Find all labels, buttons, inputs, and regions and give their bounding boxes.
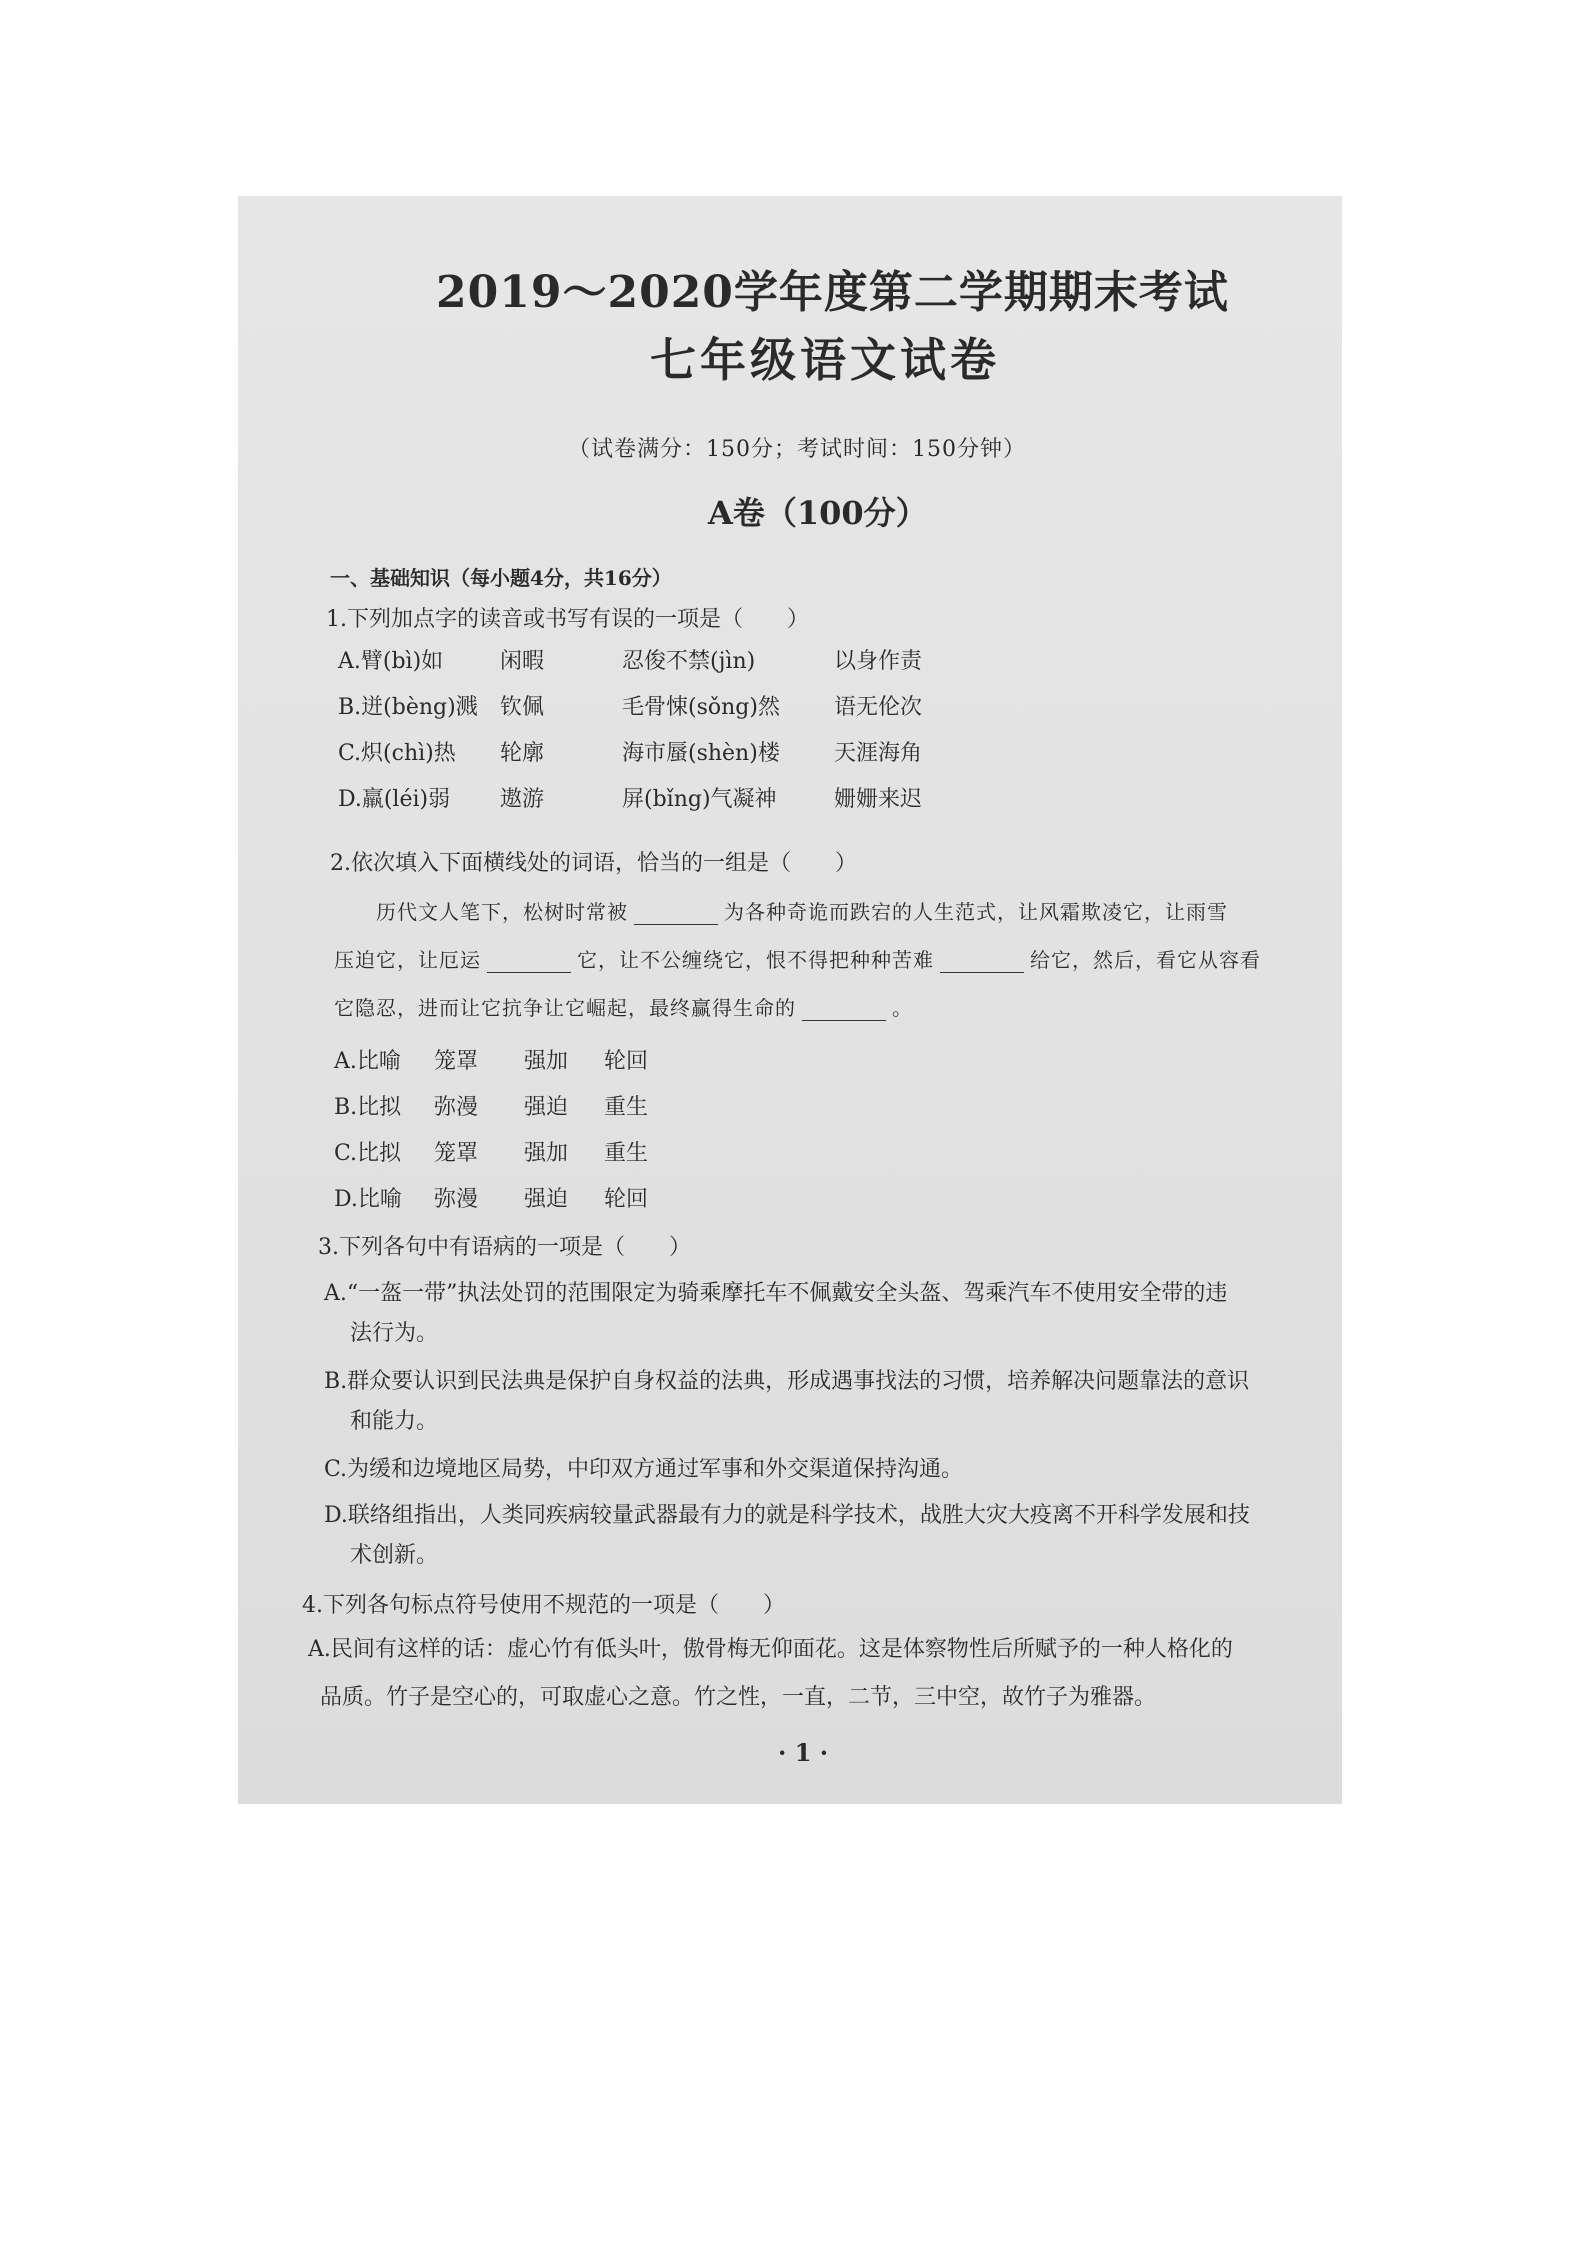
q3-option-b-line2: 和能力。 (350, 1409, 439, 1434)
q2-a-col4: 轮回 (604, 1049, 649, 1074)
q1-stem: 1.下列加点字的读音或书写有误的一项是（ ） (326, 607, 809, 632)
q2-b-col2: 弥漫 (434, 1095, 479, 1120)
q2-blank (802, 1000, 886, 1021)
q2-c-col4: 重生 (604, 1141, 649, 1166)
q3-option-b-line1: B.群众要认识到民法典是保护自身权益的法典，形成遇事找法的习惯，培养解决问题靠法的意识 (324, 1369, 1250, 1394)
q1-b-col3: 毛骨悚(sǒng)然 (622, 695, 780, 720)
q2-b-col4: 重生 (604, 1095, 649, 1120)
q4-stem: 4.下列各句标点符号使用不规范的一项是（ ） (302, 1593, 785, 1618)
q3-option-d-line2: 术创新。 (350, 1543, 439, 1568)
q2-c-col1: C.比拟 (334, 1141, 402, 1166)
q1-a-col4: 以身作责 (834, 649, 923, 674)
q2-a-col2: 笼罩 (434, 1049, 479, 1074)
q2-passage-line2 (334, 944, 1261, 973)
q2-passage-line3 (334, 992, 913, 1021)
exam-title-line2: 七年级语文试卷 (650, 333, 1000, 387)
q2-passage-text: 它，让不公缠绕它，恨不得把种种苦难 (577, 948, 934, 972)
q2-d-col2: 弥漫 (434, 1187, 479, 1212)
q2-c-col2: 笼罩 (434, 1141, 479, 1166)
part1-heading: 一、基础知识（每小题4分，共16分） (330, 566, 672, 590)
q1-d-col1: D.羸(léi)弱 (338, 787, 451, 812)
q2-stem: 2.依次填入下面横线处的词语，恰当的一组是（ ） (330, 851, 857, 876)
q2-passage-line1 (376, 896, 1228, 925)
q2-a-col1: A.比喻 (334, 1049, 401, 1074)
q2-passage-text: 。 (892, 996, 913, 1020)
exam-meta: （试卷满分：150分；考试时间：150分钟） (568, 437, 1026, 462)
q1-a-col1: A.臂(bì)如 (338, 649, 444, 674)
q2-b-col1: B.比拟 (334, 1095, 402, 1120)
q2-passage-text: 压迫它，让厄运 (334, 948, 481, 972)
q3-option-d-line1: D.联络组指出，人类同疾病较量武器最有力的就是科学技术，战胜大灾大疫离不开科学发展和技 (324, 1503, 1250, 1528)
scanned-exam-page (238, 196, 1342, 1804)
q3-option-c: C.为缓和边境地区局势，中印双方通过军事和外交渠道保持沟通。 (324, 1457, 964, 1482)
q3-option-a-line2: 法行为。 (350, 1321, 439, 1346)
q2-c-col3: 强加 (524, 1141, 569, 1166)
q2-passage-text: 给它，然后，看它从容看 (1030, 948, 1261, 972)
q1-d-col3: 屏(bǐng)气凝神 (622, 787, 777, 812)
q2-blank (940, 952, 1024, 973)
q1-b-col1: B.迸(bèng)溅 (338, 695, 478, 720)
exam-title-line1: 2019～2020学年度第二学期期末考试 (436, 267, 1229, 318)
q1-c-col2: 轮廓 (500, 741, 545, 766)
q2-a-col3: 强加 (524, 1049, 569, 1074)
q3-stem: 3.下列各句中有语病的一项是（ ） (318, 1235, 691, 1260)
q2-d-col4: 轮回 (604, 1187, 649, 1212)
q2-b-col3: 强迫 (524, 1095, 569, 1120)
q2-passage-text: 为各种奇诡而跌宕的人生范式，让风霜欺凌它，让雨雪 (724, 900, 1228, 924)
q3-option-a-line1: A.“一盔一带”执法处罚的范围限定为骑乘摩托车不佩戴安全头盔、驾乘汽车不使用安全带的违 (324, 1281, 1228, 1306)
section-title: A卷（100分） (708, 494, 928, 532)
q1-a-col3: 忍俊不禁(jìn) (622, 649, 756, 674)
q2-passage-text: 历代文人笔下，松树时常被 (376, 900, 628, 924)
q1-a-col2: 闲暇 (500, 649, 545, 674)
q2-d-col1: D.比喻 (334, 1187, 402, 1212)
q1-b-col4: 语无伦次 (834, 695, 923, 720)
q1-b-col2: 钦佩 (500, 695, 545, 720)
q2-d-col3: 强迫 (524, 1187, 569, 1212)
page-number: · 1 · (778, 1738, 829, 1767)
q2-blank (487, 952, 571, 973)
q1-c-col1: C.炽(chì)热 (338, 741, 456, 766)
q1-d-col4: 姗姗来迟 (834, 787, 923, 812)
q1-c-col4: 天涯海角 (834, 741, 923, 766)
q4-option-a-line1: A.民间有这样的话：虚心竹有低头叶，傲骨梅无仰面花。这是体察物性后所赋予的一种人格化的 (308, 1637, 1233, 1662)
q4-option-a-line2: 品质。竹子是空心的，可取虚心之意。竹之性，一直，二节，三中空，故竹子为雅器。 (320, 1685, 1157, 1710)
q1-c-col3: 海市蜃(shèn)楼 (622, 741, 780, 766)
q2-passage-text: 它隐忍，进而让它抗争让它崛起，最终赢得生命的 (334, 996, 796, 1020)
q2-blank (634, 904, 718, 925)
q1-d-col2: 遨游 (500, 787, 545, 812)
